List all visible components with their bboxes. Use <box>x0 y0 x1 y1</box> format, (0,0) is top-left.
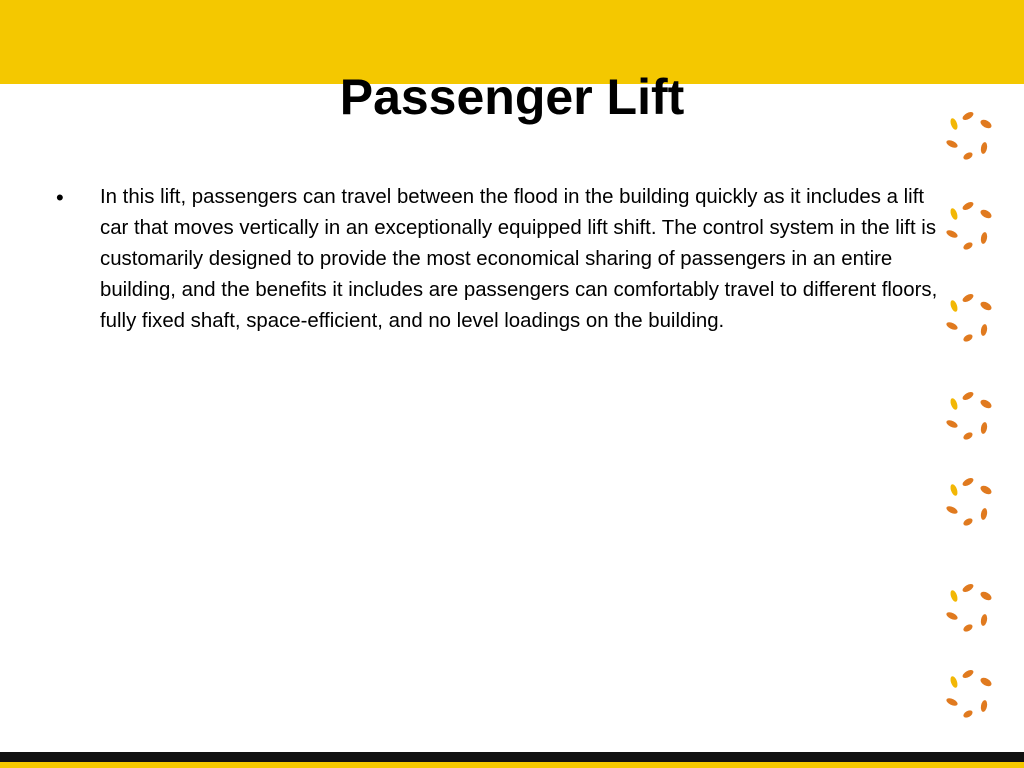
footer-accent-stripe <box>0 762 1024 768</box>
leaf-cluster-icon <box>938 104 1002 168</box>
bullet-list <box>56 182 946 337</box>
leaf-cluster-icon <box>938 194 1002 258</box>
leaf-cluster-icon <box>938 576 1002 640</box>
leaf-cluster-icon <box>938 470 1002 534</box>
bullet-marker: • <box>56 185 64 210</box>
footer-bar <box>0 752 1024 762</box>
leaf-ornament-column <box>938 100 1002 730</box>
leaf-cluster-icon <box>938 662 1002 726</box>
bullet-text: In this lift, passengers can travel between the flood in the building quickly as it includes a lift car that moves vertically in an exceptionally equipped lift shift. The control system in the lift is customarily designed to provide the most economical sharing of passengers in an entire building, and the benefits it includes are passengers can comfortably travel to different floors, fully fixed shaft, space-efficient, and no level loadings on the building. <box>100 186 938 332</box>
leaf-cluster-icon <box>938 384 1002 448</box>
leaf-cluster-icon <box>938 286 1002 350</box>
slide-title: Passenger Lift <box>339 69 685 125</box>
list-item <box>56 182 946 337</box>
